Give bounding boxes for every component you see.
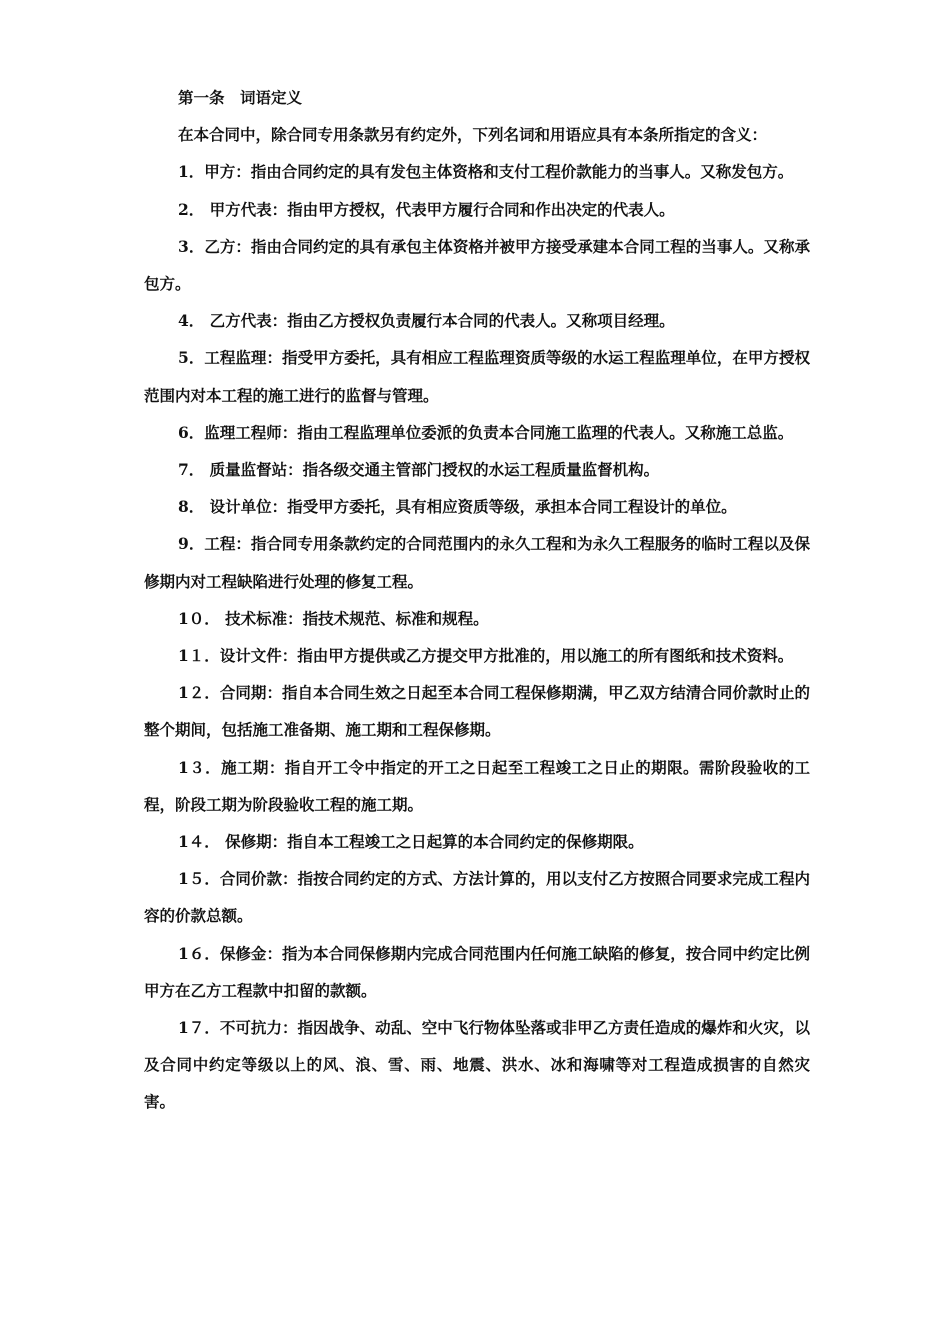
definition-4: 4． 乙方代表：指由乙方授权负责履行本合同的代表人。又称项目经理。: [178, 311, 675, 331]
definition-10: 1０． 技术标准：指技术规范、标准和规程。: [178, 608, 489, 628]
definition-9: 9．工程：指合同专用条款约定的合同范围内的永久工程和为永久工程服务的临时工程以及保修期内对工程缺陷进行处理的修复工程。: [144, 534, 810, 591]
intro-paragraph: 在本合同中，除合同专用条款另有约定外，下列名词和用语应具有本条所指定的含义：: [178, 125, 768, 145]
definition-11: 1１．设计文件：指由甲方提供或乙方提交甲方批准的，用以施工的所有图纸和技术资料。: [178, 646, 794, 666]
definition-14: 1４． 保修期：指自本工程竣工之日起算的本合同约定的保修期限。: [178, 832, 644, 852]
definition-12: 1２．合同期：指自本合同生效之日起至本合同工程保修期满，甲乙双方结清合同价款时止的整个期间，包括施工准备期、施工期和工程保修期。: [144, 683, 810, 740]
definition-16: 1６．保修金：指为本合同保修期内完成合同范围内任何施工缺陷的修复，按合同中约定比例甲方在乙方工程款中扣留的款额。: [144, 943, 810, 1000]
definition-5: 5．工程监理：指受甲方委托，具有相应工程监理资质等级的水运工程监理单位，在甲方授权范围内对本工程的施工进行的监督与管理。: [144, 348, 810, 405]
definition-3: 3．乙方：指由合同约定的具有承包主体资格并被甲方接受承建本合同工程的当事人。又称承包方。: [144, 236, 810, 294]
article-heading: 第一条 词语定义: [178, 88, 303, 107]
document-body: [144, 79, 810, 1121]
definition-2: 2． 甲方代表：指由甲方授权，代表甲方履行合同和作出决定的代表人。: [178, 199, 675, 219]
definition-7: 7． 质量监督站：指各级交通主管部门授权的水运工程质量监督机构。: [178, 460, 660, 480]
definition-13: 1３．施工期：指自开工令中指定的开工之日起至工程竣工之日止的期限。需阶段验收的工程，阶段工期为阶段验收工程的施工期。: [144, 757, 810, 814]
definition-6: 6．监理工程师：指由工程监理单位委派的负责本合同施工监理的代表人。又称施工总监。: [178, 422, 794, 442]
definition-17: 1７．不可抗力：指因战争、动乱、空中飞行物体坠落或非甲乙方责任造成的爆炸和火灾，以及合同中约定等级以上的风、浪、雪、雨、地震、洪水、冰和海啸等对工程造成损害的自然灾害。: [144, 1018, 810, 1112]
definition-8: 8． 设计单位：指受甲方委托，具有相应资质等级，承担本合同工程设计的单位。: [178, 497, 737, 517]
definition-1: 1．甲方：指由合同约定的具有发包主体资格和支付工程价款能力的当事人。又称发包方。: [178, 162, 794, 182]
definition-15: 1５．合同价款：指按合同约定的方式、方法计算的，用以支付乙方按照合同要求完成工程内容的价款总额。: [144, 869, 810, 926]
